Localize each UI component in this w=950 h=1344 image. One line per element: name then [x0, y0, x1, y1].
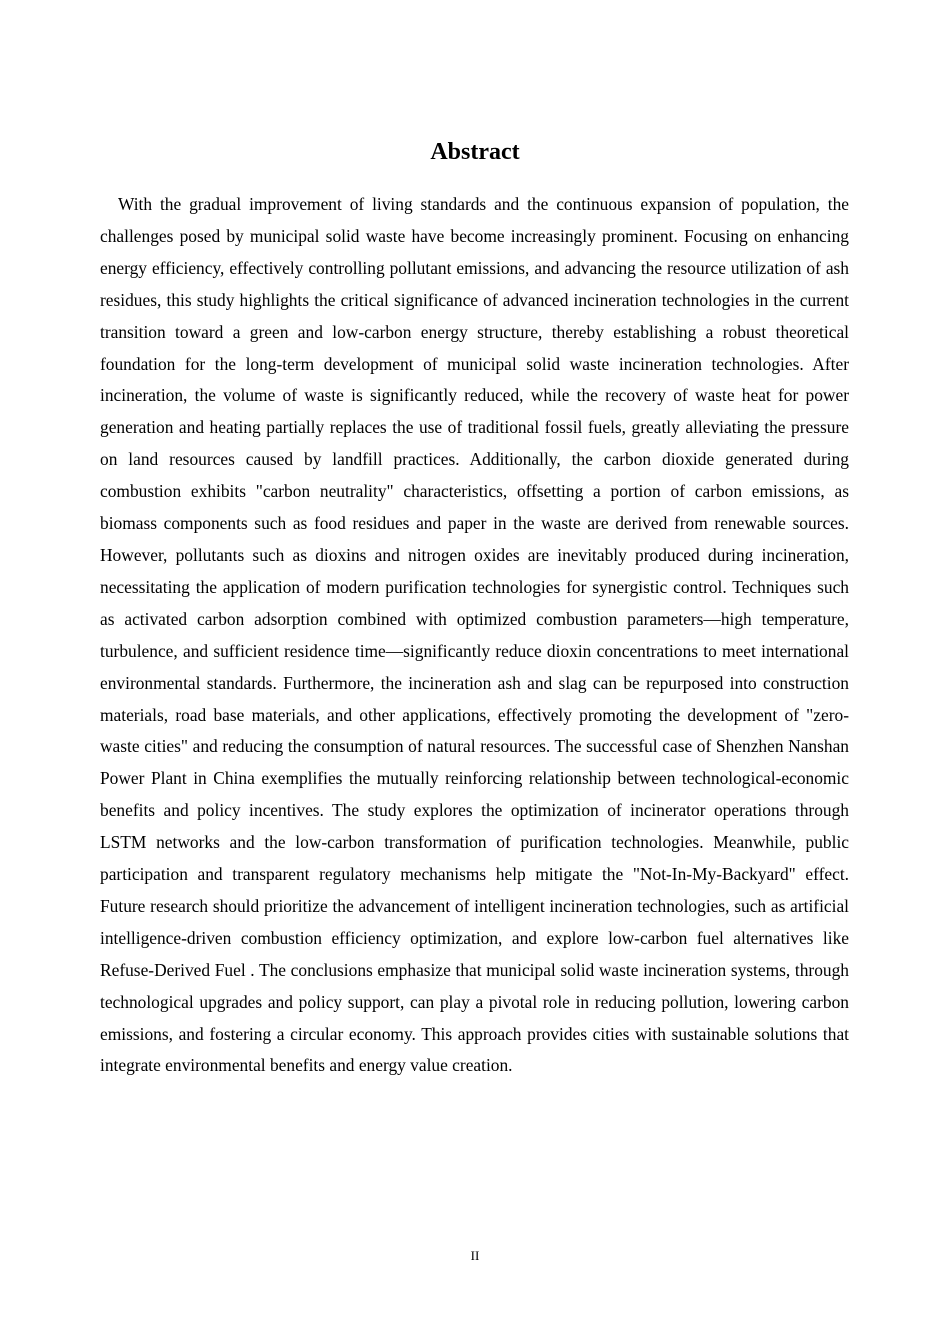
page-number: II	[470, 1248, 480, 1263]
abstract-body: With the gradual improvement of living standards and the continuous expansion of population, the challenges posed by municipal solid waste have become increasingly prominent. Focusing on enhancing energy efficiency, effectively controlling pollutant emissions, and advancing the resource utilization of ash residues, this study highlights the critical significance of advanced incineration technologies in the current transition toward a green and low-carbon energy structure, thereby establishing a robust theoretical foundation for the long-term development of municipal solid waste incineration technologies. After incineration, the volume of waste is significantly reduced, while the recovery of waste heat for power generation and heating partially replaces the use of traditional fossil fuels, greatly alleviating the pressure on land resources caused by landfill practices. Additionally, the carbon dioxide generated during combustion exhibits "carbon neutrality" characteristics, offsetting a portion of carbon emissions, as biomass components such as food residues and paper in the waste are derived from renewable sources. However, pollutants such as dioxins and nitrogen oxides are inevitably produced during incineration, necessitating the application of modern purification technologies for synergistic control. Techniques such as activated carbon adsorption combined with optimized combustion parameters—high temperature, turbulence, and sufficient residence time—significantly reduce dioxin concentrations to meet international environmental standards. Furthermore, the incineration ash and slag can be repurposed into construction materials, road base materials, and other applications, effectively promoting the development of "zero-waste cities" and reducing the consumption of natural resources. The successful case of Shenzhen Nanshan Power Plant in China exemplifies the mutually reinforcing relationship between technological-economic benefits and policy incentives. The study explores the optimization of incinerator operations through LSTM networks and the low-carbon transformation of purification technologies. Meanwhile, public participation and transparent regulatory mechanisms help mitigate the "Not-In-My-Backyard" effect. Future research should prioritize the advancement of intelligent incineration technologies, such as artificial intelligence-driven combustion efficiency optimization, and explore low-carbon fuel alternatives like Refuse-Derived Fuel . The conclusions emphasize that municipal solid waste incineration systems, through technological upgrades and policy support, can play a pivotal role in reducing pollution, lowering carbon emissions, and fostering a circular economy. This approach provides cities with sustainable solutions that integrate environmental benefits and energy value creation.	[100, 194, 849, 1076]
abstract-title: Abstract	[430, 139, 520, 165]
